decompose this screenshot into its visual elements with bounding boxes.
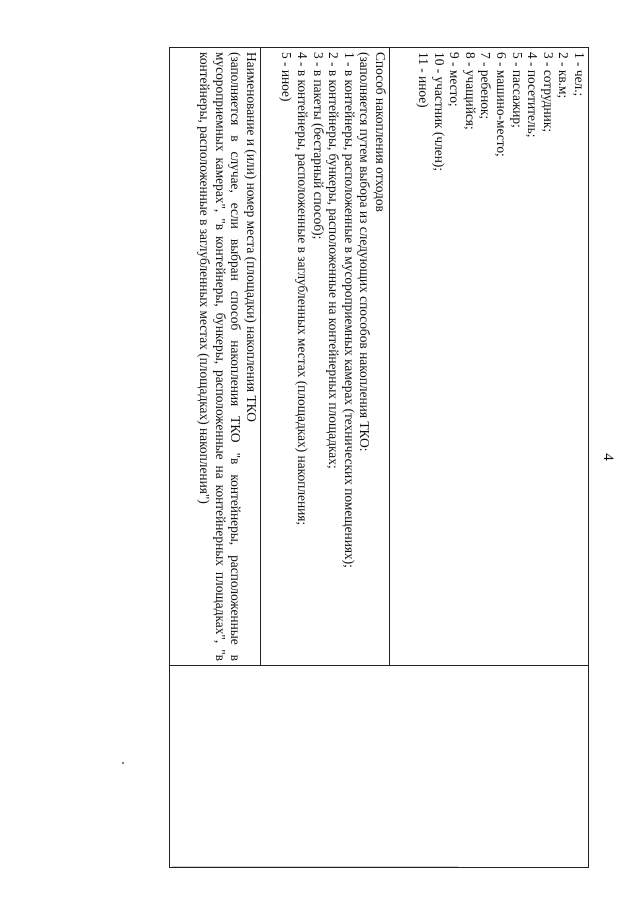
- scan-artifact: [122, 762, 124, 764]
- site-name-cell: [170, 48, 261, 666]
- list-item: 5 - иное): [279, 52, 295, 102]
- table-row: [390, 48, 589, 868]
- list-item: 4 - посетитель;: [525, 52, 541, 138]
- page-number: 4: [600, 453, 616, 461]
- list-item: 4 - в контейнеры, расположенные в заглубленных местах (площадках) накопления;: [295, 52, 311, 526]
- unit-options-cell: [390, 48, 589, 666]
- list-item: 1 - чел.;: [572, 52, 587, 97]
- list-item: 11 - иное): [416, 52, 432, 108]
- list-item: 2 - кв.м;: [556, 52, 572, 99]
- rotated-form: [179, 47, 589, 867]
- section-note: (заполняется в случае, если выбран способ накопления ТКО "в контейнеры, расположенные в мусороприемных камерах", "в контейнеры, бункеры, расположенные на контейнерных площадках", "в контейнеры, расположенные в заглубленных местах (площадках) накопления"): [197, 52, 244, 661]
- scan-line: [172, 866, 458, 867]
- list-item: 1 - в контейнеры, расположенные в мусороприемных камерах (технических помещениях);: [341, 52, 357, 568]
- waste-form-table: [169, 47, 589, 868]
- section-title: Способ накопления отходов: [373, 52, 388, 212]
- section-title: Наименование и (или) номер места (площадки) накопления ТКО: [244, 52, 259, 422]
- list-item: (заполняется путем выбора из следующих способов накопления ТКО:: [357, 52, 373, 452]
- list-item: 7 - ребенок;: [478, 52, 494, 120]
- value-cell[interactable]: [170, 666, 589, 868]
- accumulation-method-cell: [261, 48, 390, 666]
- list-item: 10 - участник (член);: [431, 52, 447, 172]
- list-item: 5 - пассажир;: [509, 52, 525, 128]
- list-item: 3 - в пакеты (бестарный способ);: [310, 52, 326, 240]
- list-item: 3 - сотрудник;: [540, 52, 556, 133]
- list-item: 8 - учащийся;: [462, 52, 478, 130]
- list-item: 6 - машино-место;: [494, 52, 510, 157]
- list-item: 9 - место;: [447, 52, 463, 107]
- list-item: 2 - в контейнеры, бункеры, расположенные на контейнерных площадках;: [326, 52, 342, 469]
